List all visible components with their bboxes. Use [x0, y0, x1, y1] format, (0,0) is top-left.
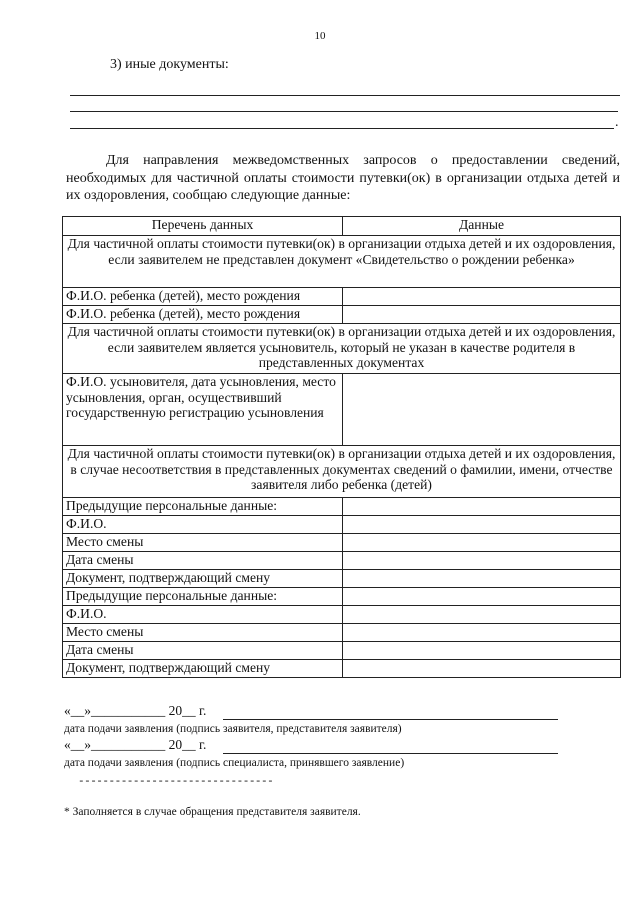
row-value-field[interactable] [343, 570, 621, 588]
row-label: Документ, подтверждающий смену [63, 570, 343, 588]
row-value-field[interactable] [343, 534, 621, 552]
header-data-values: Данные [343, 217, 621, 236]
section1-title: Для частичной оплаты стоимости путевки(ок) в организации отдыха детей и их оздоровления, если заявителем не представлен документ «Свидетельство о рождении ребенка» [63, 236, 621, 288]
row-value-field[interactable] [343, 606, 621, 624]
row-value-field[interactable] [343, 374, 621, 446]
other-documents-label: 3) иные документы: [110, 57, 229, 72]
row-value-field[interactable] [343, 552, 621, 570]
row-value-field[interactable] [343, 588, 621, 606]
row-value-field[interactable] [343, 498, 621, 516]
specialist-signature-caption: дата подачи заявления (подпись специалиста, принявшего заявление) [64, 757, 405, 769]
fill-line-3[interactable] [70, 128, 614, 129]
specialist-signature-line[interactable] [223, 753, 558, 754]
row-label: Дата смены [63, 642, 343, 660]
row-label: Предыдущие персональные данные: [63, 498, 343, 516]
footnote: * Заполняется в случае обращения представителя заявителя. [64, 806, 361, 818]
applicant-date[interactable]: «__»___________ 20__ г. [64, 703, 207, 718]
row-label: Предыдущие персональные данные: [63, 588, 343, 606]
section-row [63, 236, 621, 288]
table-row [63, 534, 621, 552]
section-row [63, 446, 621, 498]
row-value-field[interactable] [343, 288, 621, 306]
table-header-row [63, 217, 621, 236]
footnote-separator: -------------------------------- [78, 776, 274, 788]
fill-line-2[interactable] [70, 111, 618, 112]
table-row [63, 306, 621, 324]
specialist-date[interactable]: «__»___________ 20__ г. [64, 737, 207, 752]
row-label: Ф.И.О. [63, 606, 343, 624]
intro-paragraph: Для направления межведомственных запросов о предоставлении сведений, необходимых для частичной оплаты стоимости путевки(ок) в организации отдыха детей и их оздоровления, сообщаю следующие данные: [66, 153, 620, 203]
table-row [63, 588, 621, 606]
applicant-signature-caption: дата подачи заявления (подпись заявителя, представителя заявителя) [64, 723, 402, 735]
row-value-field[interactable] [343, 624, 621, 642]
table-row [63, 642, 621, 660]
data-table [62, 216, 621, 678]
page-number: 10 [314, 30, 326, 42]
row-label: Ф.И.О. ребенка (детей), место рождения [63, 306, 343, 324]
table-row [63, 498, 621, 516]
row-label: Место смены [63, 624, 343, 642]
row-label: Ф.И.О. ребенка (детей), место рождения [63, 288, 343, 306]
row-label: Ф.И.О. усыновителя, дата усыновления, место усыновления, орган, осуществивший государственную регистрацию усыновления [63, 374, 343, 446]
table-row [63, 570, 621, 588]
table-row [63, 374, 621, 446]
applicant-signature-line[interactable] [223, 719, 558, 720]
table-row [63, 516, 621, 534]
row-label: Дата смены [63, 552, 343, 570]
row-label: Место смены [63, 534, 343, 552]
table-row [63, 606, 621, 624]
fill-line-end-mark: . [615, 115, 619, 130]
section3-title: Для частичной оплаты стоимости путевки(ок) в организации отдыха детей и их оздоровления, в случае несоответствия в представленных документах сведений о фамилии, имени, отчестве заявителя либо ребенка (детей) [63, 446, 621, 498]
row-value-field[interactable] [343, 516, 621, 534]
section2-title: Для частичной оплаты стоимости путевки(ок) в организации отдыха детей и их оздоровления, если заявителем является усыновитель, который не указан в качестве родителя в представленных документах [63, 324, 621, 374]
row-value-field[interactable] [343, 660, 621, 678]
row-label: Ф.И.О. [63, 516, 343, 534]
table-row [63, 552, 621, 570]
table-row [63, 660, 621, 678]
table-row [63, 624, 621, 642]
row-value-field[interactable] [343, 306, 621, 324]
section-row [63, 324, 621, 374]
row-value-field[interactable] [343, 642, 621, 660]
header-data-list: Перечень данных [63, 217, 343, 236]
fill-line-1[interactable] [70, 95, 620, 96]
table-row [63, 288, 621, 306]
row-label: Документ, подтверждающий смену [63, 660, 343, 678]
